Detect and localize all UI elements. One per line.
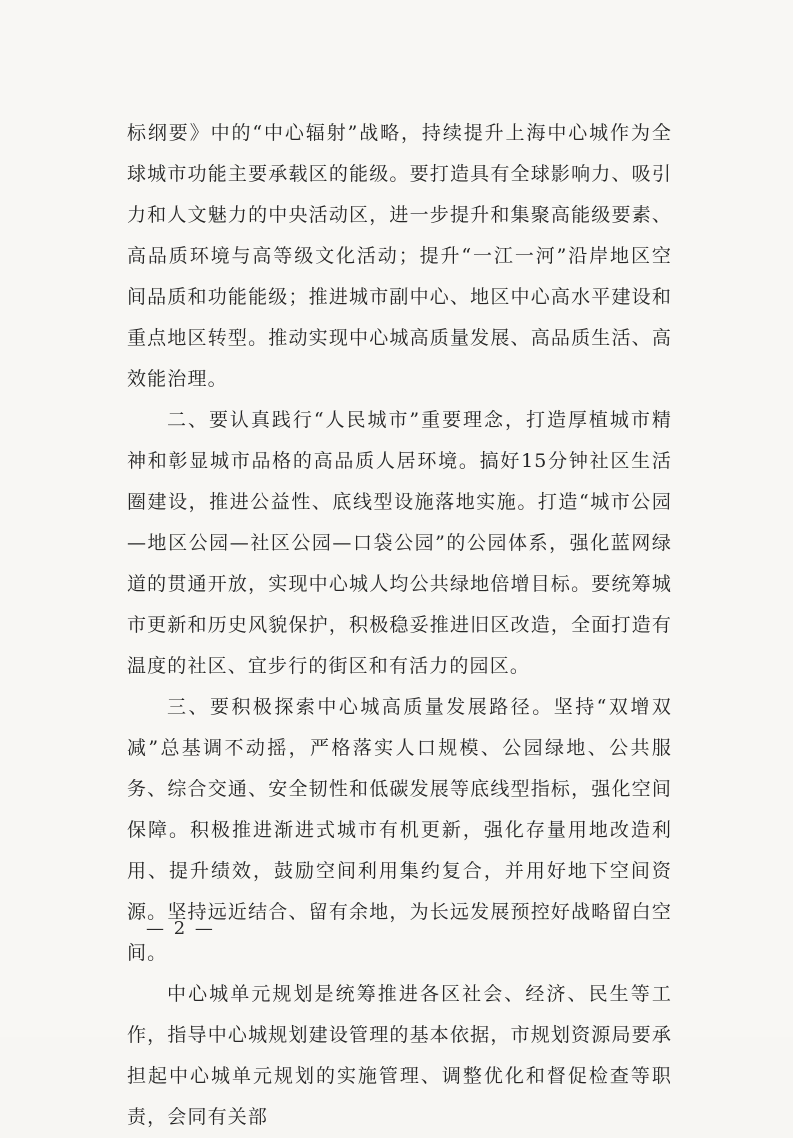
page-number: — 2 — [146, 918, 215, 939]
paragraph-item-two: 二、要认真践行“人民城市”重要理念，打造厚植城市精神和彰显城市品格的高品质人居环境。搞好15分钟社区生活圈建设，推进公益性、底线型设施落地实施。打造“城市公园—地区公园—社区公园—口袋公园”的公园体系，强化蓝网绿道的贯通开放，实现中心城人均公共绿地倍增目标。要统筹城市更新和历史风貌保护，积极稳妥推进旧区改造，全面打造有温度的社区、宜步行的街区和有活力的园区。 [127, 409, 672, 677]
paragraph-unit-planning: 中心城单元规划是统筹推进各区社会、经济、民生等工作，指导中心城规划建设管理的基本依据，市规划资源局要承担起中心城单元规划的实施管理、调整优化和督促检查等职责，会同有关部 [127, 983, 672, 1128]
document-body [127, 113, 672, 1138]
paragraph-item-three: 三、要积极探索中心城高质量发展路径。坚持“双增双减”总基调不动摇，严格落实人口规模、公园绿地、公共服务、综合交通、安全韧性和低碳发展等底线型指标，强化空间保障。积极推进渐进式城市有机更新，强化存量用地改造利用、提升绩效，鼓励空间利用集约复合，并用好地下空间资源。坚持远近结合、留有余地，为长远发展预控好战略留白空间。 [127, 696, 672, 964]
paragraph-continuation: 标纲要》中的“中心辐射”战略，持续提升上海中心城作为全球城市功能主要承载区的能级。要打造具有全球影响力、吸引力和人文魅力的中央活动区，进一步提升和集聚高能级要素、高品质环境与高等级文化活动；提升“一江一河”沿岸地区空间品质和功能能级；推进城市副中心、地区中心高水平建设和重点地区转型。推动实现中心城高质量发展、高品质生活、高效能治理。 [127, 122, 672, 390]
